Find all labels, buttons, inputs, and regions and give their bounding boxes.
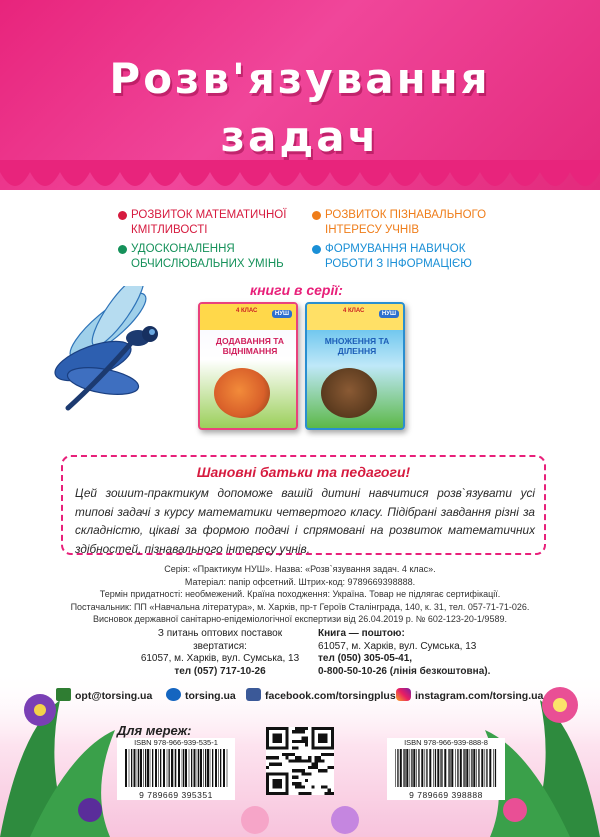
qr-module — [276, 756, 279, 759]
bullet-dot — [312, 211, 321, 220]
barcode-bar — [493, 749, 494, 787]
barcode-bar — [471, 749, 472, 787]
qr-module — [295, 727, 298, 730]
bear-illustration — [321, 368, 377, 418]
barcode-bar — [411, 749, 412, 787]
barcode-bar — [227, 749, 228, 787]
qr-module — [305, 759, 308, 762]
barcode-bar — [137, 749, 138, 787]
barcode-bar — [125, 749, 127, 787]
qr-module — [289, 753, 292, 756]
qr-module — [295, 756, 298, 759]
bullet-dot — [118, 245, 127, 254]
qr-module — [279, 763, 282, 766]
wholesale-line: звертатися: — [193, 640, 247, 652]
email-icon — [56, 688, 71, 701]
qr-module — [308, 766, 311, 769]
spec-line: Матеріал: папір офсетний. Штрих-код: 9789669398888. — [184, 576, 416, 587]
barcode-bar — [425, 749, 426, 787]
wholesale-address: 61057, м. Харків, вул. Сумська, 13 — [140, 653, 300, 664]
qr-module — [272, 756, 275, 759]
qr-module — [315, 763, 318, 766]
book-grade: 4 КЛАС — [343, 308, 365, 314]
barcode-bar — [495, 749, 496, 787]
barcode-bar — [169, 749, 170, 787]
qr-module — [292, 782, 295, 785]
qr-module — [308, 756, 311, 759]
qr-module — [295, 759, 298, 762]
qr-module — [331, 792, 334, 795]
spec-line: Серія: «Практикум НУШ». Назва: «Розв`язування задач. 4 клас». — [164, 564, 436, 574]
qr-module — [305, 737, 308, 740]
barcode-bar — [418, 749, 419, 787]
barcode-bar — [457, 749, 458, 787]
qr-module — [328, 753, 331, 756]
qr-module — [292, 769, 295, 772]
qr-module — [321, 753, 324, 756]
barcode-bar — [466, 749, 468, 787]
barcode-bar — [413, 749, 415, 787]
qr-module — [321, 769, 324, 772]
qr-module — [298, 756, 301, 759]
barcode-digits: 9 789669 395351 — [139, 790, 213, 800]
barcode-bar — [194, 749, 196, 787]
barcode-bar — [470, 749, 471, 787]
barcode-bar — [145, 749, 146, 787]
qr-module — [328, 789, 331, 792]
barcode-isbn: ISBN 978-966-939-535-1 — [134, 738, 218, 747]
qr-module — [272, 733, 282, 743]
bullet-dot — [118, 211, 127, 220]
qr-module — [289, 759, 292, 762]
title-line-1: Розв'язування — [109, 54, 491, 103]
qr-module — [328, 792, 331, 795]
barcode-bar — [220, 749, 221, 787]
barcode-bar — [178, 749, 180, 787]
book-cover-addition — [198, 302, 298, 430]
qr-module — [269, 763, 272, 766]
barcode-bar — [163, 749, 165, 787]
qr-module — [292, 776, 295, 779]
qr-module — [302, 730, 305, 733]
qr-module — [331, 753, 334, 756]
barcode-bar — [481, 749, 483, 787]
book-title: МНОЖЕННЯ ТА ДІЛЕННЯ — [324, 336, 390, 356]
barcode-bar — [167, 749, 168, 787]
spec-line: Висновок державної санітарно-епідеміологічної експертизи від 26.04.2019 р. № 602-123-20-1/9589. — [93, 614, 507, 624]
qr-module — [295, 782, 298, 785]
barcode-bar — [404, 749, 405, 787]
qr-module — [308, 759, 311, 762]
barcode-bar — [185, 749, 187, 787]
barcode-bar — [200, 749, 202, 787]
qr-module — [298, 740, 301, 743]
barcode-bar — [441, 749, 442, 787]
qr-module — [324, 769, 327, 772]
qr-module — [298, 769, 301, 772]
qr-module — [295, 740, 298, 743]
book-badge: НУШ — [379, 310, 399, 318]
qr-module — [305, 772, 308, 775]
qr-module — [295, 746, 298, 749]
barcode-bar — [215, 749, 217, 787]
contacts-bar — [56, 688, 556, 706]
qr-module — [315, 756, 318, 759]
barcode-bar — [158, 749, 159, 787]
qr-module — [311, 763, 314, 766]
goal-item — [312, 208, 502, 238]
contact-email[interactable] — [56, 688, 152, 702]
barcode-bar — [212, 749, 213, 787]
barcode-bar — [150, 749, 151, 787]
book-title: ДОДАВАННЯ ТА ВІДНІМАННЯ — [215, 336, 285, 356]
barcode-bar — [444, 749, 446, 787]
barcode-bar — [416, 749, 417, 787]
qr-module — [311, 766, 314, 769]
qr-module — [269, 756, 272, 759]
barcode-bar — [403, 749, 404, 787]
barcode-bars — [123, 749, 229, 787]
qr-module — [318, 756, 321, 759]
mail-order-heading: Книга — поштою: — [318, 628, 405, 639]
qr-module — [298, 782, 301, 785]
barcode-bar — [429, 749, 431, 787]
bullet-dot — [312, 245, 321, 254]
barcode-bar — [473, 749, 475, 787]
title-line-2: задач — [220, 112, 380, 161]
qr-module — [298, 792, 301, 795]
barcode-bar — [218, 749, 219, 787]
qr-module — [292, 746, 295, 749]
barcode-bar — [203, 749, 204, 787]
barcode-bar — [134, 749, 136, 787]
barcode-bar — [138, 749, 139, 787]
qr-module — [328, 766, 331, 769]
mail-order-address: 61057, м. Харків, вул. Сумська, 13 — [318, 640, 477, 652]
barcode-isbn: ISBN 978-966-939-888-8 — [404, 738, 488, 747]
qr-module — [315, 766, 318, 769]
qr-module — [302, 772, 305, 775]
barcode-bar — [489, 749, 491, 787]
barcode-bar — [464, 749, 465, 787]
qr-module — [318, 759, 321, 762]
barcode-networks — [117, 738, 235, 800]
notice-title: Шановні батьки та педагоги! — [196, 464, 411, 480]
barcode-bar — [191, 749, 192, 787]
goal-text: ФОРМУВАННЯ НАВИЧОК РОБОТИ З ІНФОРМАЦІЄЮ — [325, 243, 472, 270]
barcode-bar — [397, 749, 398, 787]
contact-website-text: torsing.ua — [185, 690, 236, 702]
qr-module — [266, 766, 269, 769]
qr-module — [298, 759, 301, 762]
barcode-bar — [205, 749, 206, 787]
qr-module — [285, 753, 288, 756]
parents-notice-box — [61, 455, 546, 555]
qr-module — [324, 792, 327, 795]
qr-module — [331, 766, 334, 769]
barcode-bar — [410, 749, 411, 787]
goal-item — [118, 208, 308, 238]
barcode-bar — [223, 749, 225, 787]
goal-text: РОЗВИТОК МАТЕМАТИЧНОЇ КМІТЛИВОСТІ — [131, 209, 287, 236]
qr-module — [324, 785, 327, 788]
barcode-bar — [171, 749, 173, 787]
notice-body: Цей зошит-практикум допоможе вашій дитині навчитися розв`язувати усі типові задачі з курсу математики четвертого класу. Підібрані завдання різні за складністю, цікаві за формою подачі і спрямовані на розвиток математичних здібностей, пізнавального інтересу учнів. — [75, 486, 535, 556]
barcode-bar — [198, 749, 199, 787]
contact-facebook[interactable] — [246, 688, 396, 702]
qr-module — [302, 792, 305, 795]
qr-module — [305, 779, 308, 782]
dragonfly-illustration — [38, 286, 198, 416]
barcode-bar — [175, 749, 176, 787]
barcode-bar — [189, 749, 190, 787]
barcode-bar — [478, 749, 479, 787]
qr-module — [305, 740, 308, 743]
barcode-bar — [143, 749, 144, 787]
barcode-bar — [448, 749, 449, 787]
qr-module — [295, 776, 298, 779]
qr-module — [272, 779, 282, 789]
qr-module — [305, 743, 308, 746]
barcode-bar — [476, 749, 477, 787]
qr-module — [302, 785, 305, 788]
networks-label: Для мереж: — [117, 723, 192, 738]
qr-module — [308, 772, 311, 775]
qr-module — [315, 759, 318, 762]
page-title — [0, 50, 600, 166]
barcode-bar — [140, 749, 142, 787]
barcode-bar — [435, 749, 436, 787]
globe-icon — [166, 688, 181, 701]
barcode-bar — [174, 749, 175, 787]
instagram-icon — [396, 688, 411, 701]
barcode-bar — [395, 749, 396, 787]
spec-line: Термін придатності: необмежений. Країна походження: Україна. Товар не підлягає сертифікації. — [99, 589, 501, 599]
goal-item — [118, 242, 308, 272]
barcode-bar — [155, 749, 157, 787]
qr-module — [308, 792, 311, 795]
barcode-bars — [393, 749, 499, 787]
qr-module — [295, 769, 298, 772]
fox-illustration — [214, 368, 270, 418]
barcode-bar — [451, 749, 453, 787]
wholesale-line: З питань оптових поставок — [157, 628, 283, 639]
barcode-bar — [463, 749, 464, 787]
qr-module — [298, 727, 301, 730]
header-scallop-edge — [0, 160, 600, 200]
barcode-bar — [210, 749, 211, 787]
barcode-bar — [449, 749, 450, 787]
qr-module — [318, 769, 321, 772]
qr-code[interactable] — [266, 727, 334, 795]
spec-line: Постачальник: ПП «Навчальна література», м. Харків, пр-т Героїв Сталінграда, 140, к. 31, тел. 057-71-71-026. — [70, 601, 530, 612]
qr-module — [285, 756, 288, 759]
contact-facebook-text: facebook.com/torsingplus — [265, 690, 396, 702]
qr-module — [292, 730, 295, 733]
contact-instagram-text: instagram.com/torsing.ua — [415, 690, 544, 702]
facebook-icon — [246, 688, 261, 701]
qr-module — [302, 769, 305, 772]
barcode-bar — [455, 749, 456, 787]
qr-module — [282, 753, 285, 756]
qr-module — [302, 727, 305, 730]
qr-module — [321, 759, 324, 762]
barcode-bar — [421, 749, 423, 787]
goal-text: РОЗВИТОК ПІЗНАВАЛЬНОГО ІНТЕРЕСУ УЧНІВ — [325, 209, 487, 236]
barcode-bar — [197, 749, 198, 787]
qr-module — [302, 759, 305, 762]
barcode-bar — [460, 749, 462, 787]
qr-module — [272, 763, 275, 766]
barcode-bar — [440, 749, 441, 787]
barcode-main — [387, 738, 505, 800]
qr-module — [321, 785, 324, 788]
barcode-bar — [406, 749, 408, 787]
barcode-bar — [131, 749, 132, 787]
barcode-bar — [433, 749, 434, 787]
qr-module — [298, 730, 301, 733]
contact-website[interactable] — [166, 688, 236, 702]
qr-module — [292, 759, 295, 762]
qr-module — [318, 733, 328, 743]
qr-module — [324, 753, 327, 756]
book-cover-multiplication — [305, 302, 405, 430]
contact-instagram[interactable] — [396, 688, 543, 702]
goal-text: УДОСКОНАЛЕННЯ ОБЧИСЛЮВАЛЬНИХ УМІНЬ — [131, 243, 284, 270]
barcode-bar — [152, 749, 153, 787]
barcode-bar — [426, 749, 427, 787]
qr-module — [295, 730, 298, 733]
product-specs — [0, 563, 600, 626]
series-label: книги в серії: — [250, 282, 343, 298]
barcode-bar — [486, 749, 487, 787]
qr-module — [266, 756, 269, 759]
qr-module — [295, 785, 298, 788]
book-badge: НУШ — [272, 310, 292, 318]
book-grade: 4 КЛАС — [236, 308, 258, 314]
barcode-digits: 9 789669 398888 — [409, 790, 483, 800]
barcode-bar — [182, 749, 183, 787]
goal-item — [312, 242, 502, 272]
barcode-bar — [437, 749, 439, 787]
barcode-bar — [160, 749, 161, 787]
qr-module — [302, 740, 305, 743]
qr-module — [298, 785, 301, 788]
qr-module — [305, 792, 308, 795]
qr-module — [311, 785, 314, 788]
barcode-bar — [147, 749, 149, 787]
barcode-bar — [183, 749, 184, 787]
qr-module — [292, 753, 295, 756]
barcode-bar — [207, 749, 209, 787]
qr-module — [302, 737, 305, 740]
qr-module — [305, 727, 308, 730]
barcode-bar — [485, 749, 486, 787]
qr-module — [276, 763, 279, 766]
barcode-bar — [400, 749, 402, 787]
qr-module — [292, 740, 295, 743]
mail-order-phone: тел (050) 305-05-41, — [318, 653, 413, 664]
barcode-bar — [129, 749, 130, 787]
contact-email-text: opt@torsing.ua — [75, 690, 153, 702]
